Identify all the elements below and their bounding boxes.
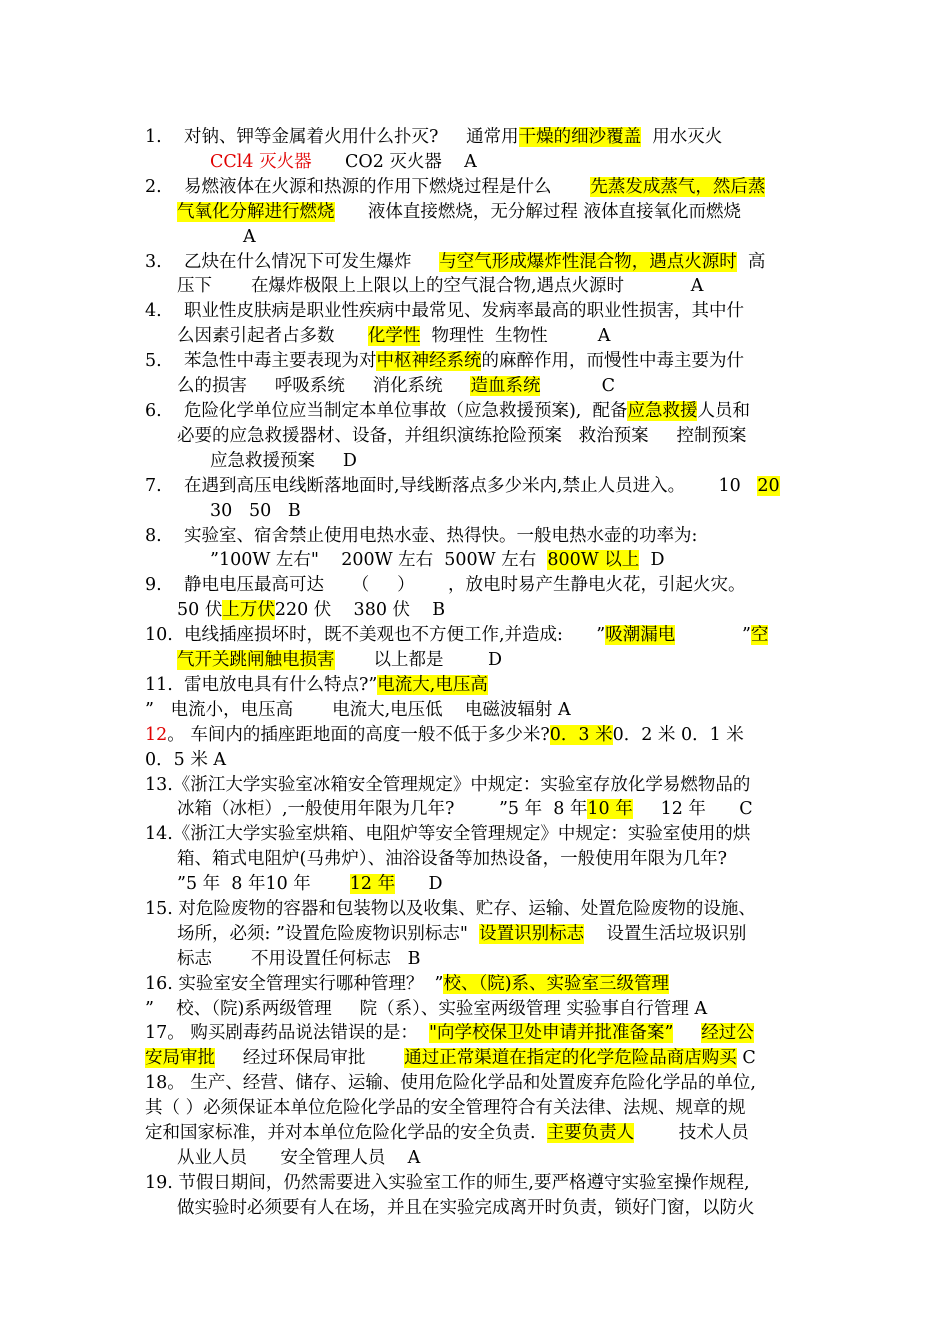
text-line	[145, 299, 744, 323]
highlighted-answer: 10 年	[587, 799, 633, 819]
text-line	[145, 1021, 754, 1045]
highlighted-answer: "向学校保卫处申请并批准备案”	[428, 1023, 674, 1043]
text-line	[177, 872, 443, 896]
text-segment: 从业人员 安全管理人员 A	[177, 1148, 421, 1168]
text-segment: 3. 乙炔在什么情况下可发生爆炸	[145, 252, 440, 272]
text-segment: 液体直接燃烧，无分解过程 液体直接氧化而燃烧	[334, 202, 741, 222]
text-line	[145, 997, 707, 1021]
text-segment: 么的损害 呼吸系统 消化系统	[177, 376, 471, 396]
text-line	[177, 1196, 755, 1220]
highlighted-answer: 空	[750, 625, 769, 645]
red-text: 12	[145, 725, 168, 745]
text-segment: 13.《浙江大学实验室冰箱安全管理规定》中规定：实验室存放化学易燃物品的	[145, 775, 751, 795]
text-segment: 7. 在遇到高压电线断落地面时,导线断落点多少米内,禁止人员进入。 10	[145, 476, 758, 496]
text-line	[145, 1121, 749, 1145]
text-segment: 以上都是 D	[334, 650, 502, 670]
text-segment: A	[243, 227, 256, 247]
text-line	[145, 723, 744, 747]
text-segment: 做实验时必须要有人在场，并且在实验完成离开时负责，锁好门窗，以防火	[177, 1198, 755, 1218]
text-segment: 4. 职业性皮肤病是职业性疾病中最常见、发病率最高的职业性损害，其中什	[145, 301, 744, 321]
text-segment: 标志 不用设置任何标志 B	[177, 949, 421, 969]
highlighted-answer: 化学性	[367, 326, 421, 346]
highlighted-answer: 经过公	[701, 1023, 754, 1043]
red-text: CCl4 灭火器	[210, 152, 312, 172]
text-segment: 。 生产、经营、储存、运输、使用危险化学品和处置废弃危险化学品的单位,	[167, 1073, 756, 1093]
text-segment: 设置生活垃圾识别	[584, 924, 747, 944]
text-segment: 12 年 C	[632, 799, 753, 819]
text-segment: 。 车间内的插座距地面的高度一般不低于多少米?	[167, 725, 550, 745]
text-line	[145, 573, 745, 597]
text-segment: ”5 年 8 年10 年	[177, 874, 350, 894]
text-line	[145, 175, 765, 199]
text-segment: 其（ ）必须保证本单位危险化学品的安全管理符合有关法律、法规、规章的规	[145, 1098, 746, 1118]
text-line	[210, 150, 477, 174]
text-segment: 0．2 米 0．1 米	[612, 725, 744, 745]
text-segment: 定和国家标准，并对本单位危险化学品的安全负责.	[145, 1123, 547, 1143]
text-segment: 19. 节假日期间，仍然需要进入实验室工作的师生,要严格遵守实验室操作规程,	[145, 1173, 750, 1193]
text-segment: 11. 雷电放电具有什么特点?”	[145, 675, 378, 695]
text-segment: 高	[736, 252, 766, 272]
text-segment: 压下 在爆炸极限上上限以上的空气混合物,遇点火源时 A	[177, 276, 704, 296]
text-line	[145, 673, 488, 697]
text-segment: 物理性 生物性 A	[420, 326, 611, 346]
highlighted-answer: 中枢神经系统	[376, 351, 482, 371]
text-line	[145, 125, 722, 149]
text-segment: 14.《浙江大学实验室烘箱、电阻炉等安全管理规定》中规定：实验室使用的烘	[145, 824, 751, 844]
text-line	[177, 374, 615, 398]
text-line	[145, 1171, 750, 1195]
text-segment: ” 校、（院)系两级管理 院（系）、实验室两级管理 实验事自行管理 A	[145, 999, 708, 1019]
text-segment: 人员和	[697, 401, 750, 421]
text-segment: 9. 静电电压最高可达 （ ） ，放电时易产生静电火花，引起火灾。	[145, 575, 746, 595]
highlighted-answer: 20	[757, 476, 780, 496]
text-segment: 6. 危险化学单位应当制定本单位事故（应急救援预案), 配备	[145, 401, 628, 421]
text-line	[177, 1146, 420, 1170]
text-line	[177, 797, 753, 821]
text-line	[145, 1071, 756, 1095]
text-line	[145, 250, 765, 274]
text-line	[177, 200, 741, 224]
text-line	[177, 847, 727, 871]
highlighted-answer: 干燥的细沙覆盖	[518, 127, 642, 147]
text-segment: ”100W 左右" 200W 左右 500W 左右	[210, 550, 548, 570]
highlighted-answer: 气开关跳闸触电损害	[177, 650, 335, 670]
text-line	[177, 274, 703, 298]
text-segment: 么因素引起者占多数	[177, 326, 368, 346]
highlighted-answer: 800W 以上	[547, 550, 640, 570]
text-segment: 15. 对危险废物的容器和包装物以及收集、贮存、运输、处置危险废物的设施、	[145, 899, 756, 919]
text-segment: 箱、箱式电阻炉(马弗炉）、油浴设备等加热设备，一般使用年限为几年?	[177, 849, 727, 869]
text-line	[145, 698, 571, 722]
text-segment: 冰箱（冰柜）,一般使用年限为几年? ”5 年 8 年	[177, 799, 588, 819]
text-line	[210, 449, 357, 473]
text-segment: C	[540, 376, 616, 396]
text-segment: 场所，必须: ”设置危险废物识别标志"	[177, 924, 480, 944]
highlighted-answer: 校、（院)系、实验室三级管理	[443, 974, 670, 994]
text-line	[177, 922, 746, 946]
text-segment	[673, 1023, 701, 1043]
text-segment: 16. 实验室安全管理实行哪种管理？ ”	[145, 974, 444, 994]
text-line	[145, 399, 750, 423]
text-segment: 经过环保局审批	[215, 1048, 405, 1068]
text-line	[145, 748, 226, 772]
text-line	[145, 474, 780, 498]
text-segment: 17	[145, 1023, 168, 1043]
text-segment: ”	[675, 625, 751, 645]
text-line	[177, 598, 445, 622]
text-segment: 5. 苯急性中毒主要表现为对	[145, 351, 377, 371]
highlighted-answer: 先蒸发成蒸气，然后蒸	[590, 177, 766, 197]
text-segment: D	[395, 874, 443, 894]
text-line	[145, 972, 669, 996]
text-segment: 8. 实验室、宿舍禁止使用电热水壶、热得快。一般电热水壶的功率为:	[145, 526, 698, 546]
text-line	[177, 648, 502, 672]
text-segment: 0．5 米 A	[145, 750, 227, 770]
text-line	[177, 324, 610, 348]
text-segment: 应急救援预案 D	[210, 451, 357, 471]
text-segment: 必要的应急救援器材、设备，并组织演练抢险预案 救治预案 控制预案	[177, 426, 747, 446]
text-line	[177, 424, 747, 448]
highlighted-answer: 12 年	[349, 874, 396, 894]
text-line	[145, 524, 697, 548]
text-segment: 50 伏	[177, 600, 223, 620]
text-segment: ” 电流小，电压高 电流大,电压低 电磁波辐射 A	[145, 700, 571, 720]
text-segment: 。 购买剧毒药品说法错误的是：	[167, 1023, 429, 1043]
text-line	[145, 1046, 756, 1070]
highlighted-answer: 设置识别标志	[479, 924, 585, 944]
text-segment: 18	[145, 1073, 168, 1093]
highlighted-answer: 造血系统	[470, 376, 541, 396]
text-segment: D	[639, 550, 665, 570]
text-line	[243, 225, 256, 249]
text-line	[210, 548, 664, 572]
highlighted-answer: 0．3 米	[549, 725, 613, 745]
text-line	[145, 349, 744, 373]
text-segment: 技术人员	[634, 1123, 749, 1143]
highlighted-answer: 上万伏	[222, 600, 275, 620]
text-line	[145, 822, 750, 846]
text-segment: 220 伏 380 伏 B	[274, 600, 446, 620]
highlighted-answer: 电流大,电压高	[377, 675, 488, 695]
text-line	[210, 499, 301, 523]
text-segment: 的麻醉作用，而慢性中毒主要为什	[481, 351, 744, 371]
text-line	[145, 897, 756, 921]
text-segment: 用水灭火	[641, 127, 723, 147]
text-segment: 1. 对钠、钾等金属着火用什么扑灭? 通常用	[145, 127, 519, 147]
text-line	[145, 1096, 746, 1120]
text-segment: 2. 易燃液体在火源和热源的作用下燃烧过程是什么	[145, 177, 591, 197]
text-line	[145, 773, 750, 797]
text-segment: C	[736, 1048, 756, 1068]
highlighted-answer: 气氧化分解进行燃烧	[177, 202, 335, 222]
highlighted-answer: 吸潮漏电	[605, 625, 676, 645]
text-segment: 30 50 B	[210, 501, 301, 521]
highlighted-answer: 安局审批	[145, 1048, 215, 1068]
text-segment: 10. 电线插座损坏时，既不美观也不方便工作,并造成: ”	[145, 625, 606, 645]
text-line	[177, 947, 421, 971]
text-line	[145, 623, 768, 647]
text-segment: CO2 灭火器 A	[311, 152, 477, 172]
highlighted-answer: 通过正常渠道在指定的化学危险品商店购买	[404, 1048, 737, 1068]
highlighted-answer: 应急救援	[627, 401, 698, 421]
highlighted-answer: 主要负责人	[546, 1123, 635, 1143]
highlighted-answer: 与空气形成爆炸性混合物，遇点火源时	[439, 252, 737, 272]
